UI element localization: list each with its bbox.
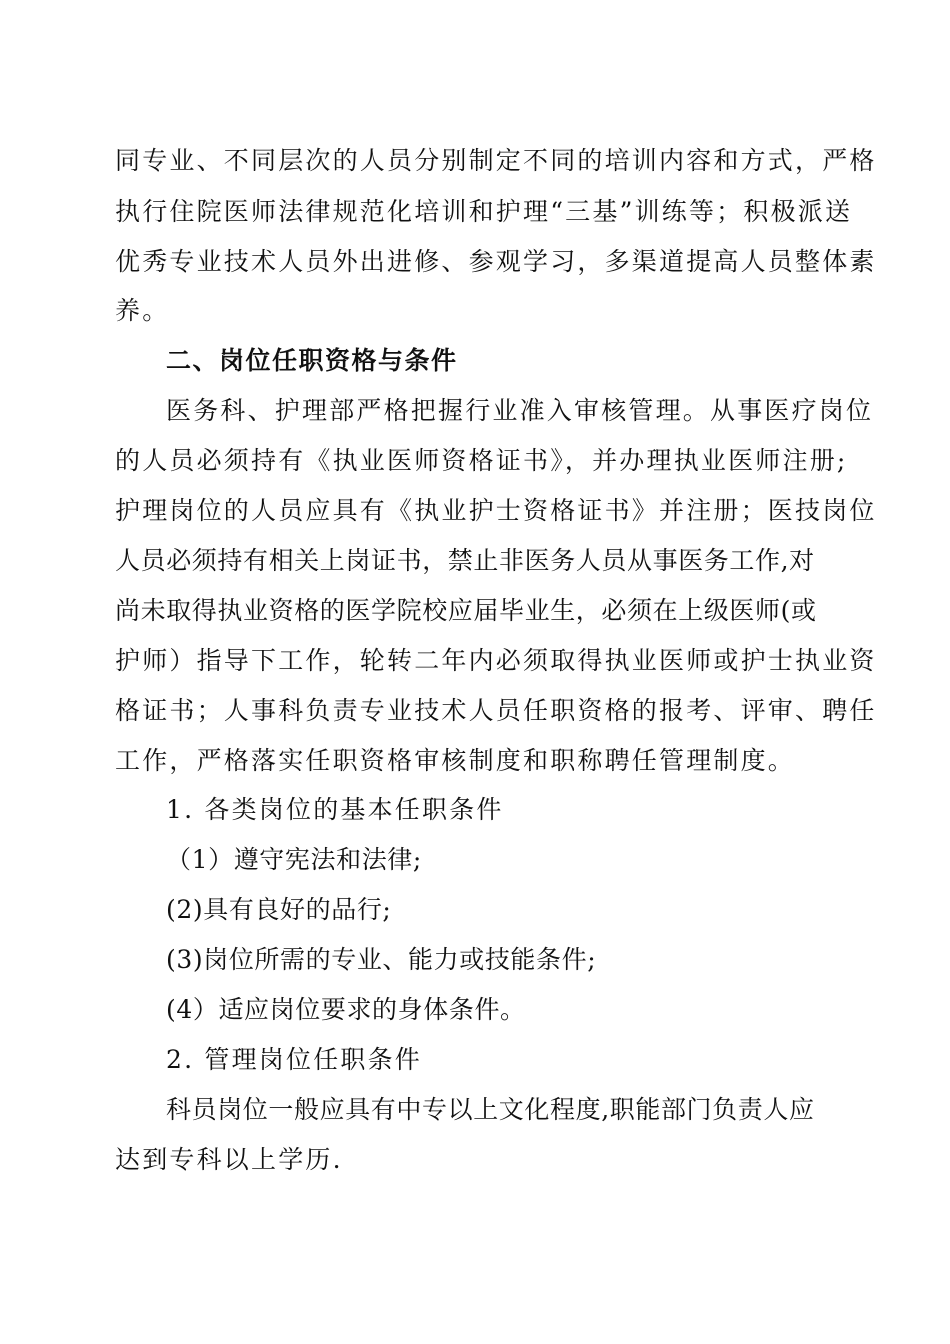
- paragraph-line: 科员岗位一般应具有中专以上文化程度,职能部门负责人应: [166, 1095, 815, 1124]
- subsection-title: 1. 各类岗位的基本任职条件: [166, 795, 504, 824]
- paragraph-line: 同专业、不同层次的人员分别制定不同的培训内容和方式，严格: [115, 146, 877, 175]
- condition-item: （1）遵守宪法和法律;: [166, 845, 422, 874]
- paragraph-line: 尚未取得执业资格的医学院校应届毕业生，必须在上级医师(或: [115, 596, 817, 625]
- paragraph-line: 工作，严格落实任职资格审核制度和职称聘任管理制度。: [115, 746, 796, 775]
- paragraph-line: 护理岗位的人员应具有《执业护士资格证书》并注册；医技岗位: [115, 496, 877, 525]
- paragraph-line: 护师）指导下工作，轮转二年内必须取得执业医师或护士执业资: [115, 646, 877, 675]
- paragraph-line: 达到专科以上学历.: [115, 1145, 343, 1174]
- condition-item: (4）适应岗位要求的身体条件。: [166, 995, 526, 1024]
- condition-item: (3)岗位所需的专业、能力或技能条件;: [166, 945, 597, 974]
- paragraph-line: 医务科、护理部严格把握行业准入审核管理。从事医疗岗位: [166, 396, 874, 425]
- paragraph-line: 的人员必须持有《执业医师资格证书》，并办理执业医师注册;: [115, 446, 848, 475]
- condition-item: (2)具有良好的品行;: [166, 895, 392, 924]
- paragraph-line: 人员必须持有相关上岗证书，禁止非医务人员从事医务工作,对: [115, 546, 815, 575]
- paragraph-line: 格证书；人事科负责专业技术人员任职资格的报考、评审、聘任: [115, 696, 877, 725]
- paragraph-line: 执行住院医师法律规范化培训和护理“三基”训练等；积极派送: [115, 197, 853, 226]
- paragraph-line: 养。: [115, 296, 170, 325]
- subsection-title: 2. 管理岗位任职条件: [166, 1045, 422, 1074]
- paragraph-line: 优秀专业技术人员外出进修、参观学习，多渠道提高人员整体素: [115, 247, 877, 276]
- section-heading: 二、岗位任职资格与条件: [166, 346, 458, 375]
